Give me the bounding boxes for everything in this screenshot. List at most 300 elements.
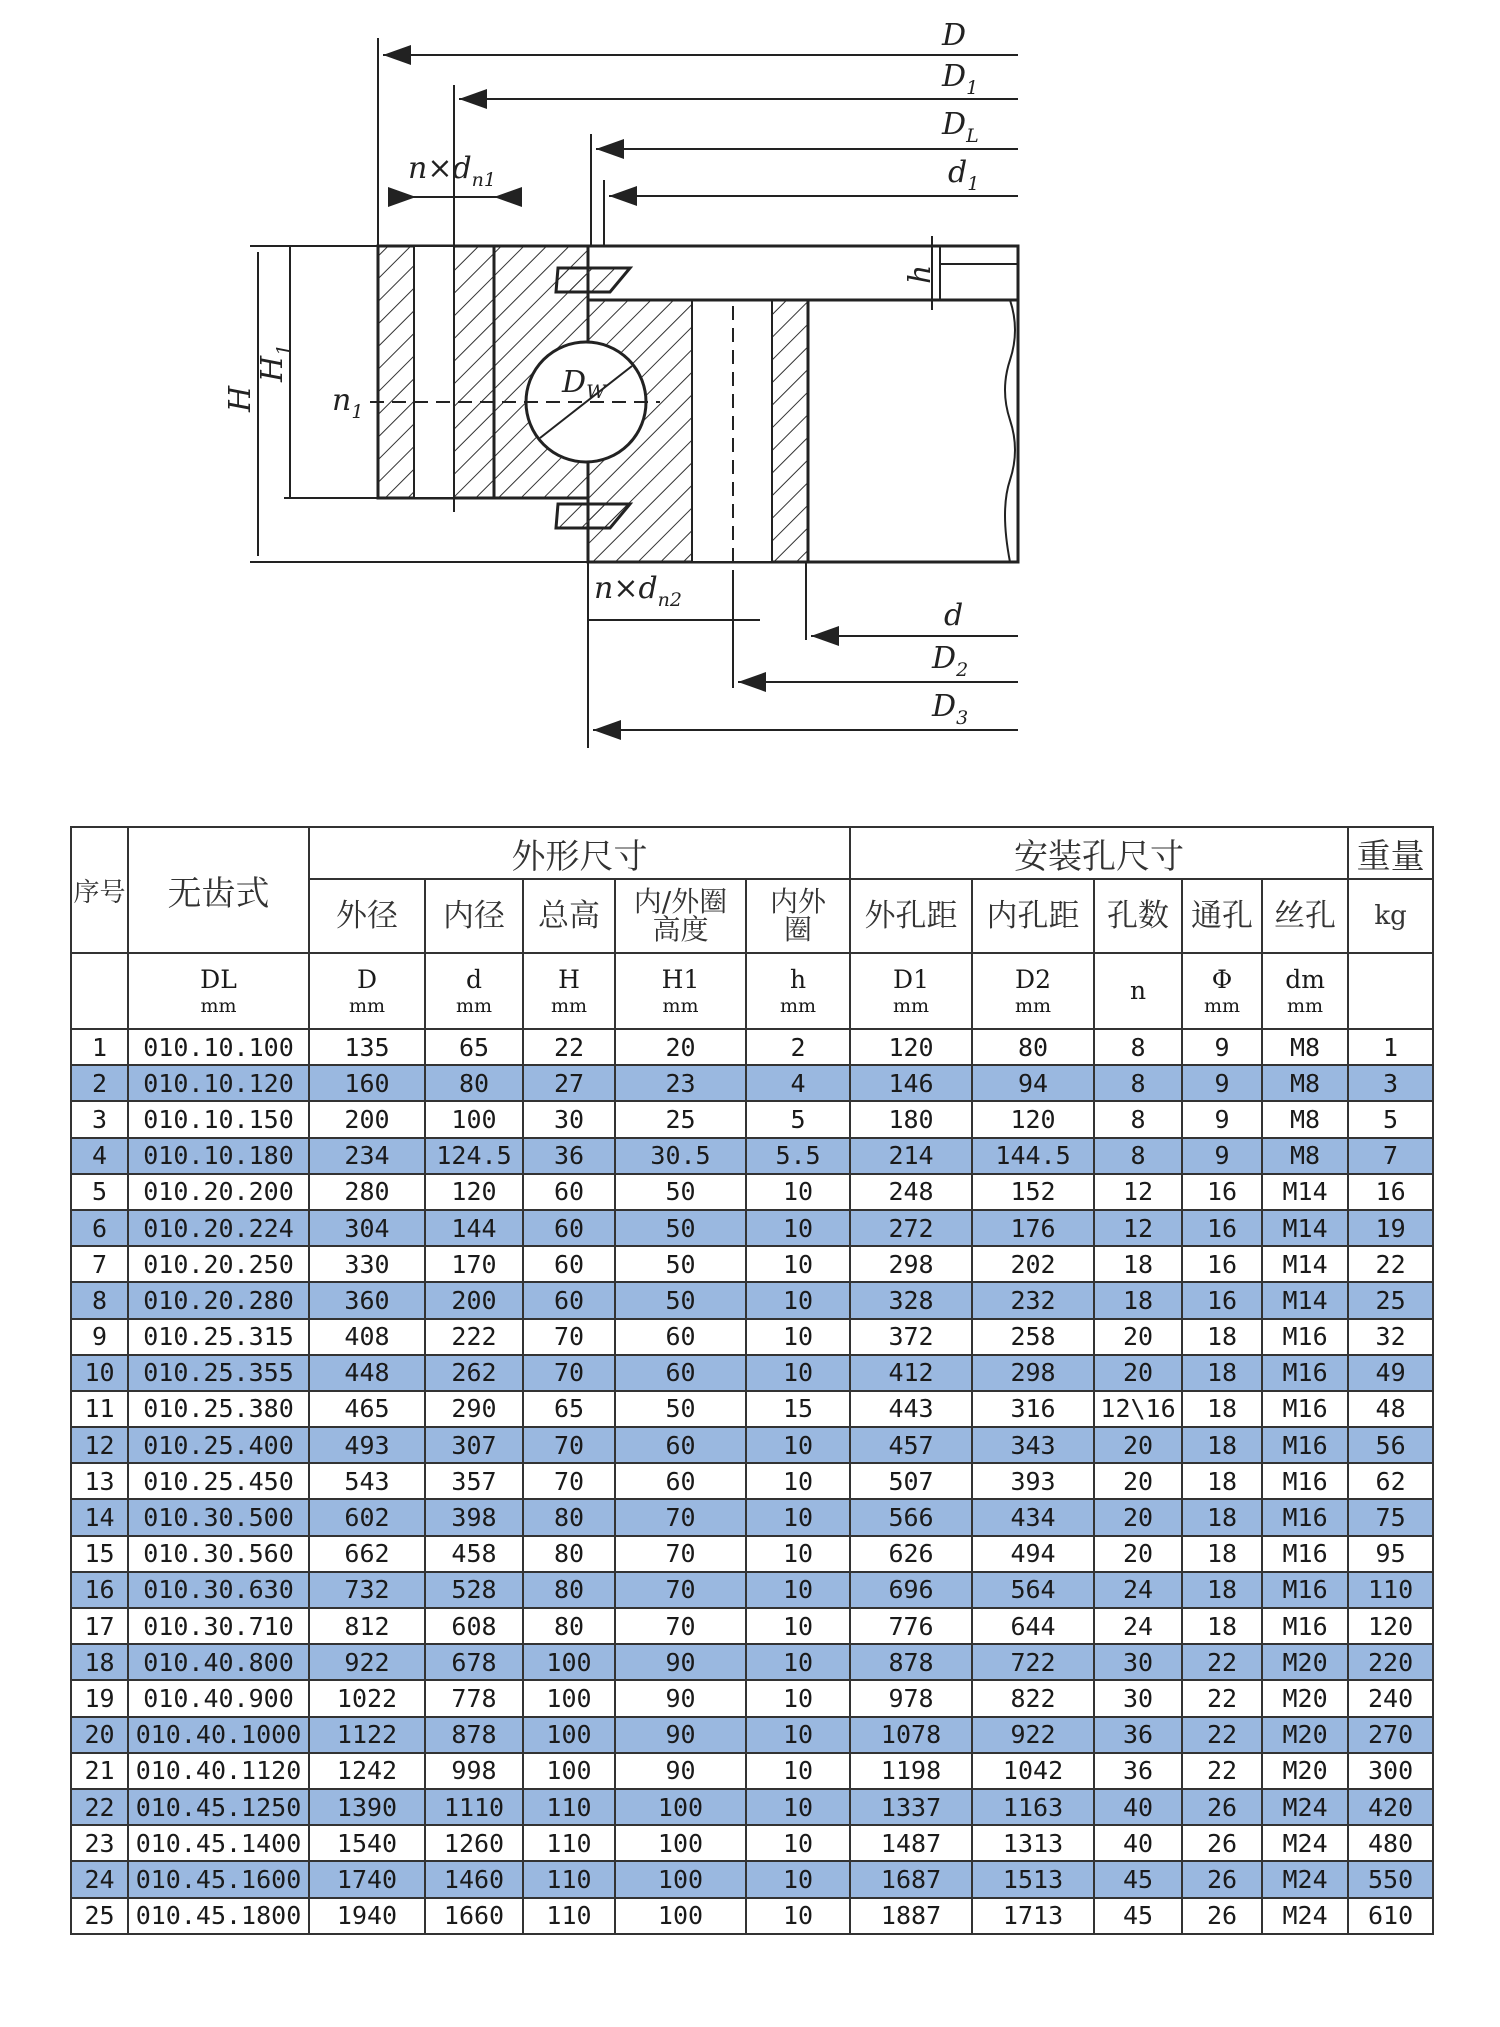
cell-thread-hole: M8 bbox=[1262, 1101, 1348, 1137]
cell-total-height: 70 bbox=[523, 1319, 615, 1355]
header-hole-count: 孔数 bbox=[1094, 879, 1182, 953]
cell-model: 010.45.1600 bbox=[128, 1861, 309, 1897]
cell-hole-count: 20 bbox=[1094, 1319, 1182, 1355]
label-n-dn1: $n\times d_{n1}$ bbox=[408, 151, 496, 191]
sym-phi bbox=[1182, 953, 1262, 1029]
cell-ring-height: 90 bbox=[615, 1753, 746, 1789]
cell-model: 010.45.1400 bbox=[128, 1825, 309, 1861]
cell-total-height: 70 bbox=[523, 1463, 615, 1499]
cell-inner-dia: 528 bbox=[425, 1572, 523, 1608]
cell-ring-height: 50 bbox=[615, 1210, 746, 1246]
cell-outer-dia: 200 bbox=[309, 1101, 425, 1137]
sym-model-unit: mm bbox=[200, 994, 237, 1017]
cell-outer-pcd: 146 bbox=[850, 1065, 972, 1101]
header-inner-dia: 内径 bbox=[425, 879, 523, 953]
header-outer-pcd: 外孔距 bbox=[850, 879, 972, 953]
table-row bbox=[71, 1536, 1433, 1572]
cell-outer-dia: 234 bbox=[309, 1138, 425, 1174]
spec-table-body bbox=[71, 1029, 1433, 1934]
cell-ring-gap: 10 bbox=[746, 1608, 850, 1644]
cell-total-height: 110 bbox=[523, 1861, 615, 1897]
cell-hole-count: 20 bbox=[1094, 1427, 1182, 1463]
cell-ring-gap: 10 bbox=[746, 1499, 850, 1535]
cell-inner-dia: 357 bbox=[425, 1463, 523, 1499]
cell-inner-pcd: 232 bbox=[972, 1282, 1094, 1318]
cell-outer-pcd: 214 bbox=[850, 1138, 972, 1174]
cell-thread-hole: M16 bbox=[1262, 1463, 1348, 1499]
cell-thread-hole: M8 bbox=[1262, 1065, 1348, 1101]
table-row bbox=[71, 1499, 1433, 1535]
cell-outer-dia: 1540 bbox=[309, 1825, 425, 1861]
cell-weight: 95 bbox=[1348, 1536, 1433, 1572]
cell-inner-pcd: 822 bbox=[972, 1680, 1094, 1716]
sym-D-label: D bbox=[356, 964, 378, 994]
cell-ring-gap: 10 bbox=[746, 1282, 850, 1318]
cell-inner-pcd: 120 bbox=[972, 1101, 1094, 1137]
cell-ring-height: 100 bbox=[615, 1898, 746, 1934]
cell-model: 010.45.1800 bbox=[128, 1898, 309, 1934]
cell-seq: 19 bbox=[71, 1680, 128, 1716]
cell-through-hole: 22 bbox=[1182, 1644, 1262, 1680]
table-row bbox=[71, 1101, 1433, 1137]
sym-n bbox=[1094, 953, 1182, 1029]
table-row bbox=[71, 1427, 1433, 1463]
table-row bbox=[71, 1753, 1433, 1789]
cell-hole-count: 20 bbox=[1094, 1355, 1182, 1391]
cell-through-hole: 18 bbox=[1182, 1463, 1262, 1499]
table-row bbox=[71, 1355, 1433, 1391]
cell-inner-dia: 998 bbox=[425, 1753, 523, 1789]
cell-weight: 7 bbox=[1348, 1138, 1433, 1174]
cell-hole-count: 30 bbox=[1094, 1680, 1182, 1716]
cell-outer-pcd: 248 bbox=[850, 1174, 972, 1210]
cell-inner-pcd: 343 bbox=[972, 1427, 1094, 1463]
cell-outer-dia: 135 bbox=[309, 1029, 425, 1065]
cell-outer-dia: 662 bbox=[309, 1536, 425, 1572]
top-flange bbox=[588, 246, 1018, 300]
cell-inner-dia: 1460 bbox=[425, 1861, 523, 1897]
label-n-dn2: $n\times d_{n2}$ bbox=[594, 571, 682, 611]
cell-outer-pcd: 1337 bbox=[850, 1789, 972, 1825]
cell-weight: 300 bbox=[1348, 1753, 1433, 1789]
cell-outer-pcd: 1487 bbox=[850, 1825, 972, 1861]
cell-seq: 9 bbox=[71, 1319, 128, 1355]
cell-seq: 12 bbox=[71, 1427, 128, 1463]
cell-thread-hole: M16 bbox=[1262, 1572, 1348, 1608]
cell-ring-height: 20 bbox=[615, 1029, 746, 1065]
cell-through-hole: 22 bbox=[1182, 1680, 1262, 1716]
cell-seq: 3 bbox=[71, 1101, 128, 1137]
cell-inner-dia: 200 bbox=[425, 1282, 523, 1318]
cell-hole-count: 36 bbox=[1094, 1753, 1182, 1789]
sym-D2-label: D2 bbox=[1015, 964, 1051, 994]
label-D2: $D_2$ bbox=[932, 641, 969, 681]
cell-total-height: 80 bbox=[523, 1499, 615, 1535]
cell-model: 010.25.450 bbox=[128, 1463, 309, 1499]
cell-inner-dia: 262 bbox=[425, 1355, 523, 1391]
cell-seq: 14 bbox=[71, 1499, 128, 1535]
cell-hole-count: 45 bbox=[1094, 1861, 1182, 1897]
cell-thread-hole: M20 bbox=[1262, 1753, 1348, 1789]
cell-ring-gap: 10 bbox=[746, 1174, 850, 1210]
cell-weight: 32 bbox=[1348, 1319, 1433, 1355]
cell-ring-height: 50 bbox=[615, 1391, 746, 1427]
cell-ring-gap: 10 bbox=[746, 1680, 850, 1716]
cell-inner-dia: 290 bbox=[425, 1391, 523, 1427]
cell-inner-dia: 678 bbox=[425, 1644, 523, 1680]
header-weight: 重量 bbox=[1348, 827, 1433, 879]
cell-ring-gap: 5.5 bbox=[746, 1138, 850, 1174]
sym-d-unit: mm bbox=[455, 994, 493, 1017]
cell-inner-pcd: 1163 bbox=[972, 1789, 1094, 1825]
cell-ring-gap: 10 bbox=[746, 1717, 850, 1753]
cell-thread-hole: M16 bbox=[1262, 1499, 1348, 1535]
cell-inner-dia: 1110 bbox=[425, 1789, 523, 1825]
cell-total-height: 100 bbox=[523, 1680, 615, 1716]
cell-weight: 220 bbox=[1348, 1644, 1433, 1680]
header-outer-dia: 外径 bbox=[309, 879, 425, 953]
cell-through-hole: 18 bbox=[1182, 1355, 1262, 1391]
cell-outer-pcd: 412 bbox=[850, 1355, 972, 1391]
cell-inner-dia: 778 bbox=[425, 1680, 523, 1716]
cell-seq: 23 bbox=[71, 1825, 128, 1861]
cell-inner-pcd: 1513 bbox=[972, 1861, 1094, 1897]
cell-outer-pcd: 1078 bbox=[850, 1717, 972, 1753]
cell-inner-pcd: 1713 bbox=[972, 1898, 1094, 1934]
cell-inner-pcd: 94 bbox=[972, 1065, 1094, 1101]
cell-ring-height: 100 bbox=[615, 1861, 746, 1897]
cell-weight: 480 bbox=[1348, 1825, 1433, 1861]
sym-D bbox=[309, 953, 425, 1029]
cell-outer-pcd: 1198 bbox=[850, 1753, 972, 1789]
cell-inner-pcd: 1313 bbox=[972, 1825, 1094, 1861]
cell-weight: 3 bbox=[1348, 1065, 1433, 1101]
cell-inner-pcd: 393 bbox=[972, 1463, 1094, 1499]
inner-ring bbox=[588, 284, 1018, 580]
cell-weight: 1 bbox=[1348, 1029, 1433, 1065]
cell-outer-dia: 493 bbox=[309, 1427, 425, 1463]
cell-ring-height: 70 bbox=[615, 1499, 746, 1535]
sym-h bbox=[746, 953, 850, 1029]
cell-ring-gap: 10 bbox=[746, 1427, 850, 1463]
cell-through-hole: 18 bbox=[1182, 1608, 1262, 1644]
cell-ring-height: 60 bbox=[615, 1319, 746, 1355]
sym-phi-unit: mm bbox=[1204, 994, 1241, 1017]
cell-outer-pcd: 696 bbox=[850, 1572, 972, 1608]
cell-hole-count: 18 bbox=[1094, 1282, 1182, 1318]
cell-through-hole: 9 bbox=[1182, 1138, 1262, 1174]
cell-seq: 11 bbox=[71, 1391, 128, 1427]
cell-model: 010.40.900 bbox=[128, 1680, 309, 1716]
cell-model: 010.30.500 bbox=[128, 1499, 309, 1535]
label-D3: $D_3$ bbox=[932, 689, 969, 729]
cell-hole-count: 20 bbox=[1094, 1536, 1182, 1572]
cell-ring-gap: 10 bbox=[746, 1644, 850, 1680]
cell-ring-height: 23 bbox=[615, 1065, 746, 1101]
cell-inner-pcd: 922 bbox=[972, 1717, 1094, 1753]
sym-seq bbox=[71, 953, 128, 1029]
bearing-spec-table bbox=[70, 826, 1434, 1935]
cell-ring-gap: 10 bbox=[746, 1825, 850, 1861]
cell-weight: 22 bbox=[1348, 1246, 1433, 1282]
cell-seq: 24 bbox=[71, 1861, 128, 1897]
table-row bbox=[71, 1065, 1433, 1101]
cell-inner-dia: 1660 bbox=[425, 1898, 523, 1934]
cell-seq: 22 bbox=[71, 1789, 128, 1825]
cell-model: 010.10.150 bbox=[128, 1101, 309, 1137]
cell-hole-count: 24 bbox=[1094, 1608, 1182, 1644]
cell-model: 010.25.355 bbox=[128, 1355, 309, 1391]
cell-thread-hole: M16 bbox=[1262, 1608, 1348, 1644]
cell-weight: 550 bbox=[1348, 1861, 1433, 1897]
cell-through-hole: 16 bbox=[1182, 1282, 1262, 1318]
header-outline-dimensions: 外形尺寸 bbox=[309, 827, 850, 879]
cell-outer-pcd: 328 bbox=[850, 1282, 972, 1318]
table-row bbox=[71, 1319, 1433, 1355]
cell-thread-hole: M24 bbox=[1262, 1789, 1348, 1825]
cell-ring-gap: 10 bbox=[746, 1789, 850, 1825]
cell-ring-height: 70 bbox=[615, 1608, 746, 1644]
cell-inner-pcd: 298 bbox=[972, 1355, 1094, 1391]
cell-weight: 610 bbox=[1348, 1898, 1433, 1934]
cell-ring-height: 100 bbox=[615, 1825, 746, 1861]
cell-total-height: 110 bbox=[523, 1789, 615, 1825]
cell-seq: 7 bbox=[71, 1246, 128, 1282]
cell-through-hole: 26 bbox=[1182, 1898, 1262, 1934]
table-row bbox=[71, 1898, 1433, 1934]
cell-through-hole: 26 bbox=[1182, 1861, 1262, 1897]
label-d1: $d_1$ bbox=[948, 155, 980, 195]
cell-thread-hole: M24 bbox=[1262, 1898, 1348, 1934]
cell-hole-count: 12 bbox=[1094, 1174, 1182, 1210]
cell-total-height: 70 bbox=[523, 1427, 615, 1463]
cell-outer-pcd: 978 bbox=[850, 1680, 972, 1716]
cell-ring-height: 25 bbox=[615, 1101, 746, 1137]
cell-inner-dia: 100 bbox=[425, 1101, 523, 1137]
cell-weight: 120 bbox=[1348, 1608, 1433, 1644]
cell-ring-height: 30.5 bbox=[615, 1138, 746, 1174]
cell-weight: 48 bbox=[1348, 1391, 1433, 1427]
cell-through-hole: 9 bbox=[1182, 1101, 1262, 1137]
cell-outer-dia: 812 bbox=[309, 1608, 425, 1644]
table-row bbox=[71, 1029, 1433, 1065]
sym-D2 bbox=[972, 953, 1094, 1029]
sym-D1-label: D1 bbox=[893, 964, 929, 994]
cell-inner-pcd: 564 bbox=[972, 1572, 1094, 1608]
cell-outer-pcd: 878 bbox=[850, 1644, 972, 1680]
cell-inner-dia: 65 bbox=[425, 1029, 523, 1065]
cell-inner-dia: 307 bbox=[425, 1427, 523, 1463]
cell-hole-count: 40 bbox=[1094, 1789, 1182, 1825]
cell-ring-gap: 2 bbox=[746, 1029, 850, 1065]
cell-inner-dia: 1260 bbox=[425, 1825, 523, 1861]
cell-through-hole: 18 bbox=[1182, 1391, 1262, 1427]
header-thread-hole: 丝孔 bbox=[1262, 879, 1348, 953]
header-inner-pcd: 内孔距 bbox=[972, 879, 1094, 953]
cell-outer-pcd: 507 bbox=[850, 1463, 972, 1499]
header-through-hole: 通孔 bbox=[1182, 879, 1262, 953]
cell-hole-count: 36 bbox=[1094, 1717, 1182, 1753]
cell-weight: 56 bbox=[1348, 1427, 1433, 1463]
cell-seq: 15 bbox=[71, 1536, 128, 1572]
cell-thread-hole: M20 bbox=[1262, 1644, 1348, 1680]
cell-total-height: 80 bbox=[523, 1608, 615, 1644]
cell-inner-dia: 144 bbox=[425, 1210, 523, 1246]
cell-weight: 49 bbox=[1348, 1355, 1433, 1391]
cell-total-height: 60 bbox=[523, 1174, 615, 1210]
cell-model: 010.40.1120 bbox=[128, 1753, 309, 1789]
cell-ring-gap: 10 bbox=[746, 1463, 850, 1499]
cell-through-hole: 22 bbox=[1182, 1753, 1262, 1789]
cell-through-hole: 26 bbox=[1182, 1789, 1262, 1825]
sym-H-label: H bbox=[558, 964, 580, 994]
cell-total-height: 60 bbox=[523, 1282, 615, 1318]
sym-D2-unit: mm bbox=[1015, 994, 1052, 1017]
cell-inner-dia: 398 bbox=[425, 1499, 523, 1535]
cell-inner-pcd: 80 bbox=[972, 1029, 1094, 1065]
cell-ring-height: 100 bbox=[615, 1789, 746, 1825]
label-H: H bbox=[223, 385, 258, 412]
cell-outer-dia: 732 bbox=[309, 1572, 425, 1608]
cell-seq: 5 bbox=[71, 1174, 128, 1210]
cell-ring-gap: 10 bbox=[746, 1753, 850, 1789]
cell-hole-count: 18 bbox=[1094, 1246, 1182, 1282]
cell-model: 010.20.200 bbox=[128, 1174, 309, 1210]
cell-seq: 25 bbox=[71, 1898, 128, 1934]
cell-inner-dia: 878 bbox=[425, 1717, 523, 1753]
sym-H bbox=[523, 953, 615, 1029]
cell-model: 010.40.800 bbox=[128, 1644, 309, 1680]
sym-dm-label: dm bbox=[1285, 964, 1325, 994]
cell-ring-height: 60 bbox=[615, 1427, 746, 1463]
cell-seq: 18 bbox=[71, 1644, 128, 1680]
cell-ring-gap: 10 bbox=[746, 1246, 850, 1282]
cell-model: 010.20.280 bbox=[128, 1282, 309, 1318]
table-row bbox=[71, 1210, 1433, 1246]
cell-ring-gap: 15 bbox=[746, 1391, 850, 1427]
sym-model-label: DL bbox=[200, 964, 237, 994]
cell-total-height: 60 bbox=[523, 1210, 615, 1246]
cell-ring-gap: 10 bbox=[746, 1319, 850, 1355]
sym-H1-unit: mm bbox=[662, 994, 699, 1017]
cell-inner-pcd: 1042 bbox=[972, 1753, 1094, 1789]
cell-ring-height: 50 bbox=[615, 1282, 746, 1318]
table-row bbox=[71, 1680, 1433, 1716]
cell-total-height: 100 bbox=[523, 1717, 615, 1753]
cell-seq: 10 bbox=[71, 1355, 128, 1391]
cell-outer-dia: 304 bbox=[309, 1210, 425, 1246]
cell-hole-count: 12 bbox=[1094, 1210, 1182, 1246]
label-h: h bbox=[903, 264, 938, 284]
cell-thread-hole: M20 bbox=[1262, 1717, 1348, 1753]
cell-hole-count: 8 bbox=[1094, 1065, 1182, 1101]
cell-through-hole: 18 bbox=[1182, 1427, 1262, 1463]
cell-seq: 1 bbox=[71, 1029, 128, 1065]
sym-d-label: d bbox=[465, 964, 482, 994]
label-Dw: $D_W$ bbox=[562, 365, 606, 403]
cell-total-height: 80 bbox=[523, 1572, 615, 1608]
cell-thread-hole: M14 bbox=[1262, 1174, 1348, 1210]
cell-outer-dia: 360 bbox=[309, 1282, 425, 1318]
table-row bbox=[71, 1789, 1433, 1825]
sym-D-unit: mm bbox=[348, 994, 386, 1017]
cell-model: 010.30.560 bbox=[128, 1536, 309, 1572]
cell-model: 010.25.380 bbox=[128, 1391, 309, 1427]
header-ring-gap bbox=[746, 879, 850, 953]
cell-seq: 20 bbox=[71, 1717, 128, 1753]
cell-hole-count: 8 bbox=[1094, 1101, 1182, 1137]
cell-outer-pcd: 566 bbox=[850, 1499, 972, 1535]
cell-model: 010.20.224 bbox=[128, 1210, 309, 1246]
cell-outer-dia: 1242 bbox=[309, 1753, 425, 1789]
cell-outer-pcd: 443 bbox=[850, 1391, 972, 1427]
cell-ring-gap: 5 bbox=[746, 1101, 850, 1137]
table-row bbox=[71, 1246, 1433, 1282]
table-row bbox=[71, 1861, 1433, 1897]
cell-ring-gap: 10 bbox=[746, 1536, 850, 1572]
cell-inner-pcd: 316 bbox=[972, 1391, 1094, 1427]
cell-total-height: 27 bbox=[523, 1065, 615, 1101]
cell-total-height: 110 bbox=[523, 1825, 615, 1861]
cell-weight: 16 bbox=[1348, 1174, 1433, 1210]
cell-model: 010.10.120 bbox=[128, 1065, 309, 1101]
header-mounting-holes: 安装孔尺寸 bbox=[850, 827, 1348, 879]
cell-ring-gap: 4 bbox=[746, 1065, 850, 1101]
cell-weight: 110 bbox=[1348, 1572, 1433, 1608]
cell-ring-gap: 10 bbox=[746, 1572, 850, 1608]
cell-ring-height: 60 bbox=[615, 1355, 746, 1391]
table-row bbox=[71, 1717, 1433, 1753]
cell-outer-pcd: 372 bbox=[850, 1319, 972, 1355]
cell-inner-dia: 170 bbox=[425, 1246, 523, 1282]
cell-through-hole: 18 bbox=[1182, 1536, 1262, 1572]
sym-H-unit: mm bbox=[550, 994, 588, 1017]
cell-inner-dia: 608 bbox=[425, 1608, 523, 1644]
cell-outer-dia: 408 bbox=[309, 1319, 425, 1355]
table-row bbox=[71, 1282, 1433, 1318]
cell-weight: 270 bbox=[1348, 1717, 1433, 1753]
cell-total-height: 100 bbox=[523, 1644, 615, 1680]
cell-total-height: 22 bbox=[523, 1029, 615, 1065]
sym-kg bbox=[1348, 953, 1433, 1029]
cell-outer-pcd: 272 bbox=[850, 1210, 972, 1246]
cell-ring-gap: 10 bbox=[746, 1861, 850, 1897]
label-n1: $n_1$ bbox=[332, 383, 364, 423]
sym-D1 bbox=[850, 953, 972, 1029]
sym-h-label: h bbox=[789, 964, 807, 994]
cell-weight: 19 bbox=[1348, 1210, 1433, 1246]
cell-through-hole: 9 bbox=[1182, 1029, 1262, 1065]
cell-outer-dia: 543 bbox=[309, 1463, 425, 1499]
cell-seq: 6 bbox=[71, 1210, 128, 1246]
sym-phi-label: Φ bbox=[1211, 964, 1233, 994]
cell-through-hole: 16 bbox=[1182, 1174, 1262, 1210]
cell-inner-dia: 222 bbox=[425, 1319, 523, 1355]
cell-model: 010.40.1000 bbox=[128, 1717, 309, 1753]
sym-h-unit: mm bbox=[779, 994, 817, 1017]
cell-through-hole: 22 bbox=[1182, 1717, 1262, 1753]
cell-ring-height: 60 bbox=[615, 1463, 746, 1499]
cell-inner-pcd: 434 bbox=[972, 1499, 1094, 1535]
cell-outer-pcd: 457 bbox=[850, 1427, 972, 1463]
cell-model: 010.45.1250 bbox=[128, 1789, 309, 1825]
sym-n-label: n bbox=[1129, 976, 1147, 1006]
cell-thread-hole: M14 bbox=[1262, 1282, 1348, 1318]
cell-hole-count: 20 bbox=[1094, 1499, 1182, 1535]
cell-hole-count: 45 bbox=[1094, 1898, 1182, 1934]
table-row bbox=[71, 1825, 1433, 1861]
label-d: d bbox=[944, 598, 964, 633]
